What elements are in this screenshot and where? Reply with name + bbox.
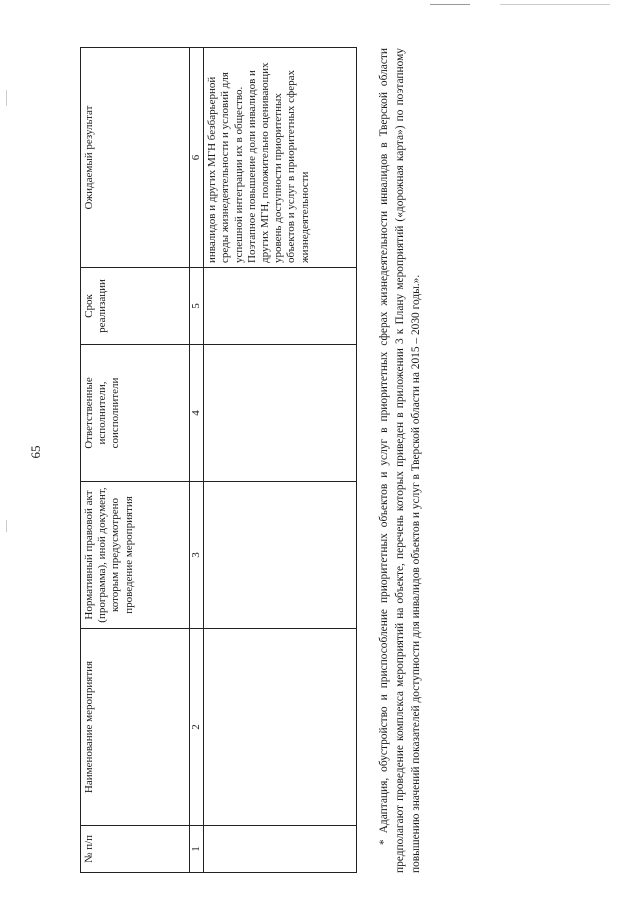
- column-number: 3: [190, 482, 204, 629]
- column-number: 5: [190, 268, 204, 345]
- header-number: № п/п: [81, 826, 190, 873]
- footnote-text: * Адаптация, обустройство и приспособление приоритетных объектов и услуг в приоритетных сферах жизнедеятельности инвалидов в Тверской области предполагают проведение комплекса мероприятий на объекте, перечень которых приведен в приложении 3 к Плану мероприятий («дорожная карта») по поэтапному повышению значений показателей доступности для инвалидов объектов и услуг в Тверской области на 2015 – 2030 годы.».: [378, 48, 422, 873]
- column-number: 2: [190, 629, 204, 826]
- header-activity-name: Наименование мероприятия: [81, 629, 190, 826]
- cell-number: [204, 826, 357, 873]
- rotated-landscape-page: [80, 48, 520, 873]
- scan-artifact: [6, 90, 7, 106]
- header-deadline: Срок реализации: [81, 268, 190, 345]
- cell-legal-act: [204, 482, 357, 629]
- column-number-row: [190, 48, 204, 873]
- header-expected-result: Ожидаемый результат: [81, 48, 190, 268]
- scan-artifact: [6, 520, 7, 532]
- plan-table: [80, 47, 357, 873]
- scan-artifact: [500, 4, 610, 5]
- cell-activity-name: [204, 629, 357, 826]
- table-header-row: [81, 48, 190, 873]
- scan-artifact: [430, 4, 470, 5]
- cell-deadline: [204, 268, 357, 345]
- column-number: 6: [190, 48, 204, 268]
- column-number: 4: [190, 345, 204, 482]
- header-legal-act: Нормативный правовой акт (программа), иной документ, которым предусмотрено проведение мероприятия: [81, 482, 190, 629]
- header-responsible: Ответственные исполнители, соисполнители: [81, 345, 190, 482]
- cell-expected-result: инвалидов и других МГН безбарьерной среды жизнедеятельности и условий для успешной интеграции их в общество. Поэтапное повышение доли инвалидов и других МГН, положительно оценивающих уровень доступности приоритетных объектов и услуг в приоритетных сферах жизнедеятельности: [204, 48, 357, 268]
- table-row: [204, 48, 357, 873]
- cell-responsible: [204, 345, 357, 482]
- page-number: 65: [28, 445, 43, 459]
- column-number: 1: [190, 826, 204, 873]
- footnote: [376, 48, 424, 873]
